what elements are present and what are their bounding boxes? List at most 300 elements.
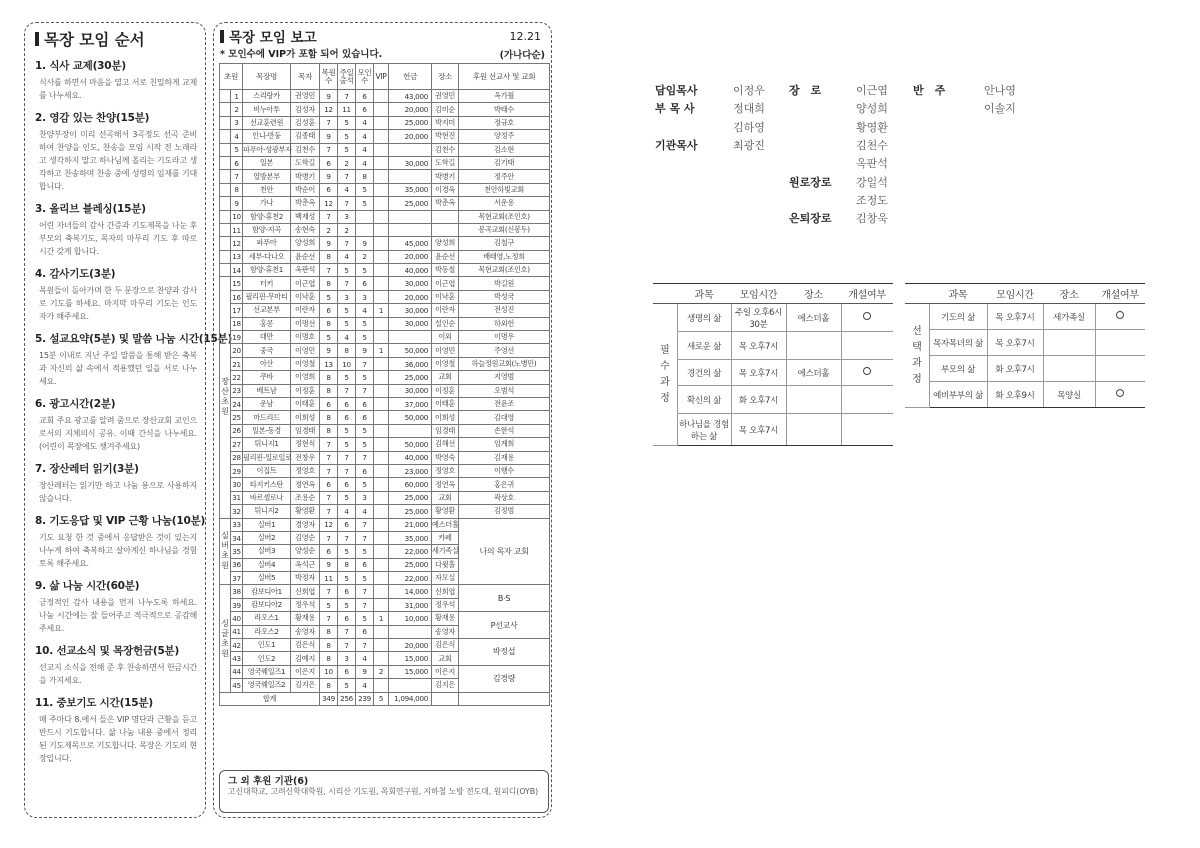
- table-row: [220, 505, 550, 518]
- table-row: [220, 612, 550, 625]
- group-cell: [220, 264, 231, 277]
- mokjang-name: 인도1: [243, 639, 291, 652]
- order-step-desc: 어린 자녀들의 감사 간증과 기도제목을 나눈 후 부모의 축복기도, 목자의 마무리 기도 후 따로 시간 갖게 합니다.: [39, 221, 197, 256]
- mokjang-name: 라오스2: [243, 625, 291, 638]
- members-count: 6: [320, 397, 338, 410]
- course-category: [653, 304, 677, 446]
- order-step: [35, 396, 197, 453]
- order-step: [35, 461, 197, 505]
- offering-amount: 31,000: [389, 598, 432, 611]
- leader-name: 조용순: [291, 491, 320, 504]
- attendance-count: 5: [338, 438, 356, 451]
- order-step-desc: 찬양부장이 미리 선곡해서 3곡정도 선곡 준비하여 찬양을 인도, 찬송을 모임 시작 전 노래라고 생각하지 말고 하나님께 올리는 기도라고 생각하고 찬송하며 찬송 중에 성령의 임재를 기대합니다.: [39, 130, 197, 191]
- retired-name: 김창욱: [856, 212, 888, 225]
- row-number: 2: [231, 103, 243, 116]
- leader-name: 정영호: [291, 464, 320, 477]
- vip-count: [374, 143, 389, 156]
- place-cell: 이영민: [432, 344, 459, 357]
- totals-members: 349: [320, 692, 338, 705]
- members-count: 8: [320, 679, 338, 692]
- support-cell: 김경량: [459, 665, 550, 692]
- leader-name: 옥석근: [291, 558, 320, 571]
- vip-count: [374, 625, 389, 638]
- leader-name: 김천수: [291, 143, 320, 156]
- place-cell: 박춘옥: [432, 197, 459, 210]
- place-cell: 자모실: [432, 572, 459, 585]
- support-cell: 옥가월: [459, 90, 550, 103]
- offering-amount: 14,000: [389, 585, 432, 598]
- place-cell: 이정훈: [432, 384, 459, 397]
- support-cell: 정주안: [459, 170, 550, 183]
- gathered-count: 5: [356, 424, 374, 437]
- row-number: 30: [231, 478, 243, 491]
- mokjang-name: 필리핀-일로일로: [243, 451, 291, 464]
- place-cell: 카페: [432, 531, 459, 544]
- offering-amount: 30,000: [389, 384, 432, 397]
- gathered-count: 9: [356, 665, 374, 678]
- attendance-count: 7: [338, 237, 356, 250]
- leader-name: 박순이: [291, 183, 320, 196]
- report-title: 목장 모임 보고: [220, 26, 317, 46]
- elder-name: 황영환: [856, 121, 888, 134]
- members-count: 2: [320, 223, 338, 236]
- place-cell: 김은식: [432, 639, 459, 652]
- course-name: 하나님을 경험하는 삶: [677, 414, 731, 446]
- members-count: 12: [320, 197, 338, 210]
- order-step-title: 6. 광고시간(2분): [35, 398, 116, 410]
- open-circle-icon: [863, 312, 871, 320]
- totals-vip: 5: [374, 692, 389, 705]
- offering-amount: 30,000: [389, 156, 432, 169]
- offering-amount: 22,000: [389, 545, 432, 558]
- place-cell: 박현진: [432, 130, 459, 143]
- support-cell: 지영범: [459, 371, 550, 384]
- vip-count: 1: [374, 304, 389, 317]
- attendance-count: 11: [338, 103, 356, 116]
- leader-name: 양성희: [291, 237, 320, 250]
- offering-amount: [389, 625, 432, 638]
- vip-count: [374, 183, 389, 196]
- offering-amount: 25,000: [389, 491, 432, 504]
- gathered-count: 9: [356, 237, 374, 250]
- leader-name: 박정자: [291, 572, 320, 585]
- place-cell: 박지미: [432, 116, 459, 129]
- row-number: 13: [231, 250, 243, 263]
- vip-count: [374, 679, 389, 692]
- mokjang-name: 선교본부: [243, 304, 291, 317]
- support-cell: 목현교회(조인호): [459, 210, 550, 223]
- support-cell: 김정범: [459, 505, 550, 518]
- course-row: [653, 332, 893, 360]
- header-open: 개설여부: [1095, 284, 1145, 304]
- offering-amount: 35,000: [389, 183, 432, 196]
- mokjang-name: 인도2: [243, 652, 291, 665]
- place-cell: 이태훈: [432, 397, 459, 410]
- table-row: [220, 344, 550, 357]
- members-count: 9: [320, 170, 338, 183]
- gathered-count: 6: [356, 90, 374, 103]
- order-step-desc: 매 주마다 8.에서 들은 VIP 명단과 근황을 듣고 반드시 기도합니다. 삶 나눔 내용 중에서 정리된 기도제목으로 기도합니다. 목장은 기도의 현장입니다.: [39, 715, 197, 763]
- offering-amount: [389, 210, 432, 223]
- place-cell: 교회: [432, 371, 459, 384]
- course-open: [1095, 356, 1145, 382]
- group-cell: [220, 197, 231, 210]
- offering-amount: [389, 424, 432, 437]
- accompanist-label: 반 주: [913, 84, 946, 97]
- row-number: 41: [231, 625, 243, 638]
- course-category-label: 선택과정: [912, 325, 922, 385]
- attendance-count: 5: [338, 264, 356, 277]
- gathered-count: 7: [356, 531, 374, 544]
- place-cell: 정우석: [432, 598, 459, 611]
- leader-name: 송영자: [291, 625, 320, 638]
- mokjang-name: 캄보디아2: [243, 598, 291, 611]
- place-cell: 도학길: [432, 156, 459, 169]
- mokjang-name: 아산: [243, 357, 291, 370]
- mokjang-name: 가나: [243, 197, 291, 210]
- table-row: [220, 317, 550, 330]
- members-count: 9: [320, 558, 338, 571]
- order-step-title: 9. 삶 나눔 시간(60분): [35, 580, 140, 592]
- vip-count: [374, 317, 389, 330]
- row-number: 35: [231, 545, 243, 558]
- group-cell: [220, 170, 231, 183]
- place-cell: 이외: [432, 331, 459, 344]
- support-cell: 김철구: [459, 237, 550, 250]
- row-number: 14: [231, 264, 243, 277]
- members-count: 7: [320, 116, 338, 129]
- vip-count: [374, 558, 389, 571]
- row-number: 15: [231, 277, 243, 290]
- row-number: 32: [231, 505, 243, 518]
- attendance-count: 6: [338, 585, 356, 598]
- leader-name: 김성자: [291, 103, 320, 116]
- table-row: [220, 223, 550, 236]
- support-cell: 양정주: [459, 130, 550, 143]
- row-number: 17: [231, 304, 243, 317]
- gathered-count: 4: [356, 505, 374, 518]
- offering-amount: 22,000: [389, 572, 432, 585]
- leader-name: 이영희: [291, 371, 320, 384]
- attendance-count: 7: [338, 384, 356, 397]
- members-count: 11: [320, 572, 338, 585]
- course-row: [653, 414, 893, 446]
- row-number: 25: [231, 411, 243, 424]
- row-number: 26: [231, 424, 243, 437]
- place-cell: 정연옥: [432, 478, 459, 491]
- members-count: 13: [320, 357, 338, 370]
- place-cell: 예스더홀: [432, 518, 459, 531]
- support-cell: 박길원: [459, 277, 550, 290]
- attendance-count: 5: [338, 371, 356, 384]
- table-row: [220, 424, 550, 437]
- leader-name: 임경태: [291, 424, 320, 437]
- table-row: [220, 585, 550, 598]
- gathered-count: 5: [356, 545, 374, 558]
- meeting-order-title: 목장 모임 순서: [35, 28, 197, 50]
- vip-count: [374, 518, 389, 531]
- row-number: 19: [231, 331, 243, 344]
- order-step-desc: 식사를 하면서 마음을 열고 서로 친밀하게 교제를 나누세요.: [39, 78, 197, 100]
- support-cell: 김소현: [459, 143, 550, 156]
- group-cell: [220, 116, 231, 129]
- mokjang-name: 쿠바: [243, 371, 291, 384]
- course-open: [841, 414, 893, 446]
- offering-amount: 25,000: [389, 371, 432, 384]
- elder-name: 양성희: [856, 102, 888, 115]
- row-number: 22: [231, 371, 243, 384]
- row-number: 40: [231, 612, 243, 625]
- row-number: 37: [231, 572, 243, 585]
- leader-name: 김예지: [291, 652, 320, 665]
- row-number: 42: [231, 639, 243, 652]
- attendance-count: 2: [338, 223, 356, 236]
- support-cell: 곽상호: [459, 491, 550, 504]
- vip-count: [374, 572, 389, 585]
- attendance-count: 4: [338, 331, 356, 344]
- support-cell: 이명우: [459, 331, 550, 344]
- leader-name: 이명선: [291, 317, 320, 330]
- report-table: [219, 63, 550, 706]
- vip-count: [374, 397, 389, 410]
- attendance-count: 4: [338, 250, 356, 263]
- leader-name: 박춘옥: [291, 197, 320, 210]
- leader-name: 이낙훈: [291, 290, 320, 303]
- vip-count: [374, 170, 389, 183]
- header-subject: 과목: [677, 284, 731, 304]
- members-count: 8: [320, 250, 338, 263]
- leader-name: 정우석: [291, 598, 320, 611]
- attendance-count: 8: [338, 558, 356, 571]
- leader-name: 옥판석: [291, 264, 320, 277]
- offering-amount: 60,000: [389, 478, 432, 491]
- row-number: 9: [231, 197, 243, 210]
- offering-amount: 40,000: [389, 451, 432, 464]
- leader-name: 이영민: [291, 344, 320, 357]
- leader-name: 황영환: [291, 505, 320, 518]
- members-count: 6: [320, 304, 338, 317]
- course-name: 예비부부의 삶: [929, 382, 987, 408]
- vip-count: [374, 210, 389, 223]
- row-number: 43: [231, 652, 243, 665]
- mokjang-name: 베트남: [243, 384, 291, 397]
- place-cell: 김천수: [432, 143, 459, 156]
- totals-offering: 1,094,000: [389, 692, 432, 705]
- accompanist-name: 안나영: [984, 84, 1016, 97]
- required-header-row: [653, 284, 893, 304]
- place-cell: 이희성: [432, 411, 459, 424]
- table-row: [220, 518, 550, 531]
- row-number: 18: [231, 317, 243, 330]
- place-cell: 이은지: [432, 665, 459, 678]
- course-time: 목 오후7시: [731, 360, 786, 386]
- offering-amount: 20,000: [389, 130, 432, 143]
- gathered-count: 5: [356, 371, 374, 384]
- members-count: 8: [320, 639, 338, 652]
- report-header-row: [220, 64, 550, 90]
- totals-empty: [459, 692, 550, 705]
- order-step-desc: 장산레터는 읽기만 하고 나눔 용으로 사용하지 않습니다.: [39, 481, 197, 503]
- leader-name: 이근엽: [291, 277, 320, 290]
- order-step: [35, 201, 197, 258]
- mokjang-name: 실버2: [243, 531, 291, 544]
- offering-amount: 50,000: [389, 411, 432, 424]
- row-number: 34: [231, 531, 243, 544]
- mokjang-name: 함양-지곡: [243, 223, 291, 236]
- course-category: [905, 304, 929, 408]
- vip-count: [374, 438, 389, 451]
- mokjang-name: 인니-반둥: [243, 130, 291, 143]
- row-number: 44: [231, 665, 243, 678]
- members-count: 8: [320, 411, 338, 424]
- support-cell: 박태수: [459, 103, 550, 116]
- attendance-count: 5: [338, 491, 356, 504]
- place-cell: [432, 223, 459, 236]
- members-count: 7: [320, 464, 338, 477]
- attendance-count: 5: [338, 304, 356, 317]
- table-row: [220, 304, 550, 317]
- course-place: 세가족실: [1043, 304, 1095, 330]
- header-gathered: 모인수: [356, 64, 374, 90]
- attendance-count: 4: [338, 183, 356, 196]
- header-offering: 헌금: [389, 64, 432, 90]
- elder-name: 이근엽: [856, 84, 888, 97]
- report-order-note: (가나다순): [499, 50, 545, 61]
- support-cell: 김재용: [459, 451, 550, 464]
- members-count: 7: [320, 264, 338, 277]
- place-cell: 윤순선: [432, 250, 459, 263]
- members-count: 8: [320, 424, 338, 437]
- members-count: 12: [320, 518, 338, 531]
- place-cell: 교회: [432, 491, 459, 504]
- course-open: [841, 360, 893, 386]
- table-row: [220, 438, 550, 451]
- place-cell: 다윗홀: [432, 558, 459, 571]
- gathered-count: 4: [356, 143, 374, 156]
- elder-name: 옥판석: [856, 157, 888, 170]
- mokjang-name: 캄보디아1: [243, 585, 291, 598]
- gathered-count: [356, 223, 374, 236]
- place-cell: 송영자: [432, 625, 459, 638]
- row-number: 27: [231, 438, 243, 451]
- order-step: [35, 695, 197, 765]
- leader-name: 이명호: [291, 331, 320, 344]
- course-open: [841, 332, 893, 360]
- members-count: 6: [320, 478, 338, 491]
- gathered-count: 4: [356, 304, 374, 317]
- support-cell: 손한석: [459, 424, 550, 437]
- vip-count: [374, 424, 389, 437]
- gathered-count: 3: [356, 491, 374, 504]
- attendance-count: 5: [338, 130, 356, 143]
- members-count: 7: [320, 585, 338, 598]
- support-cell: 김대영: [459, 411, 550, 424]
- leader-name: 윤순선: [291, 250, 320, 263]
- table-row: [220, 384, 550, 397]
- members-count: 7: [320, 451, 338, 464]
- vip-count: [374, 531, 389, 544]
- mokjang-name: 마드리드: [243, 411, 291, 424]
- gathered-count: 6: [356, 103, 374, 116]
- mokjang-name: 튀니지2: [243, 505, 291, 518]
- offering-amount: [389, 143, 432, 156]
- support-cell: 정규호: [459, 116, 550, 129]
- table-row: [220, 411, 550, 424]
- attendance-count: 5: [338, 143, 356, 156]
- place-cell: 이영철: [432, 357, 459, 370]
- support-cell: 임계희: [459, 438, 550, 451]
- header-mokjang: 목장명: [243, 64, 291, 90]
- gathered-count: 7: [356, 384, 374, 397]
- vip-count: [374, 197, 389, 210]
- course-time: 목 오후7시: [731, 414, 786, 446]
- members-count: 7: [320, 143, 338, 156]
- emeritus-label: 원로장로: [789, 176, 832, 189]
- members-count: 8: [320, 371, 338, 384]
- course-row: [653, 386, 893, 414]
- offering-amount: 20,000: [389, 103, 432, 116]
- support-cell: P선교사: [459, 612, 550, 639]
- table-row: [220, 491, 550, 504]
- gathered-count: 7: [356, 639, 374, 652]
- mokjang-name: 필리핀-무마티: [243, 290, 291, 303]
- support-cell: 서운용: [459, 197, 550, 210]
- mokjang-name: 파푸아-성광부자: [243, 143, 291, 156]
- attendance-count: 3: [338, 652, 356, 665]
- mokjang-name: 이집트: [243, 464, 291, 477]
- vip-count: [374, 411, 389, 424]
- mokjang-name: 영국웨일즈2: [243, 679, 291, 692]
- course-name: 새로운 삶: [677, 332, 731, 360]
- emeritus-name: 강일석: [856, 176, 888, 189]
- offering-amount: [389, 331, 432, 344]
- course-name: 생명의 삶: [677, 304, 731, 332]
- row-number: 38: [231, 585, 243, 598]
- course-open: [841, 386, 893, 414]
- members-count: 6: [320, 183, 338, 196]
- order-step-title: 1. 식사 교제(30분): [35, 60, 126, 72]
- offering-amount: [389, 170, 432, 183]
- row-number: 45: [231, 679, 243, 692]
- offering-amount: 30,000: [389, 304, 432, 317]
- header-leader: 목자: [291, 64, 320, 90]
- offering-amount: 40,000: [389, 264, 432, 277]
- course-open: [1095, 382, 1145, 408]
- attendance-count: 7: [338, 639, 356, 652]
- vip-count: [374, 585, 389, 598]
- table-row: [220, 290, 550, 303]
- mokjang-name: 함양-휴천1: [243, 264, 291, 277]
- support-cell: B·S: [459, 585, 550, 612]
- mokjang-name: 타지키스탄: [243, 478, 291, 491]
- header-time: 모임시간: [987, 284, 1043, 304]
- vip-count: 1: [374, 344, 389, 357]
- course-time: 목 오후7시: [987, 304, 1043, 330]
- course-name: 부모의 삶: [929, 356, 987, 382]
- offering-amount: 43,000: [389, 90, 432, 103]
- order-step-title: 8. 기도응답 및 VIP 근황 나눔(10분): [35, 515, 206, 527]
- group-cell: [220, 183, 231, 196]
- required-courses-body: [653, 304, 893, 446]
- offering-amount: 20,000: [389, 290, 432, 303]
- place-cell: [432, 210, 459, 223]
- mokjang-name: 일본-동경: [243, 424, 291, 437]
- support-cell: 하늘정원교회(노병민): [459, 357, 550, 370]
- totals-empty: [432, 692, 459, 705]
- course-place: 에스더홀: [786, 304, 841, 332]
- place-cell: 김지은: [432, 679, 459, 692]
- inst-pastor-label: 기관목사: [655, 139, 698, 152]
